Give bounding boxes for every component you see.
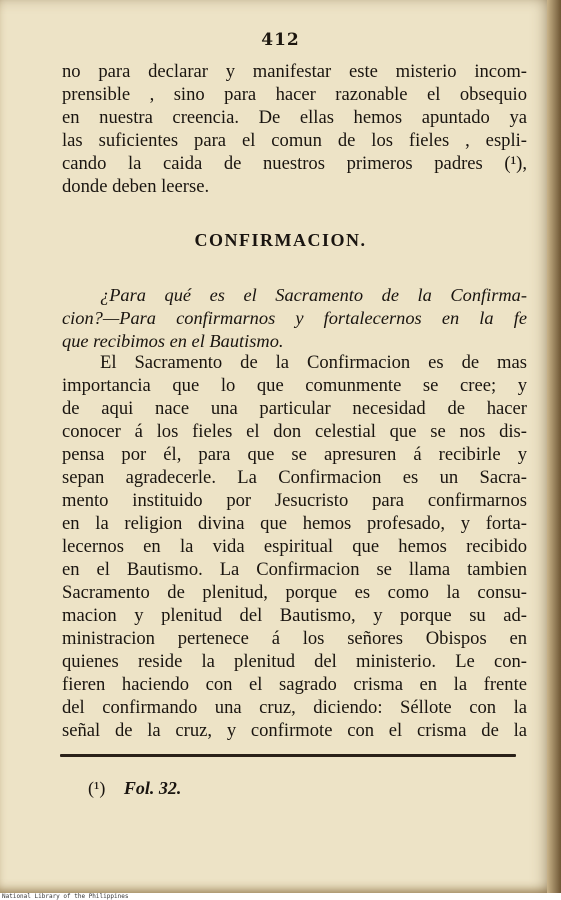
text-line: prensible , sino para hacer razonable el obsequio <box>62 84 527 105</box>
text-line: de aqui nace una particular necesidad de hacer <box>62 398 527 419</box>
text-line: macion y plenitud del Bautismo, y porque su ad- <box>62 605 527 626</box>
text-line: señal de la cruz, y confirmote con el crisma de la <box>62 720 527 741</box>
text-line: sepan agradecerle. La Confirmacion es un Sacra- <box>62 467 527 488</box>
question-paragraph <box>62 284 527 353</box>
section-heading: CONFIRMACION. <box>194 230 367 250</box>
text-line: en la religion divina que hemos profesado, y forta- <box>62 513 527 534</box>
text-line: fieren haciendo con el sagrado crisma en la frente <box>62 674 527 695</box>
text-line: conocer á los fieles el don celestial que se nos dis- <box>62 421 527 442</box>
text-line: cion?—Para confirmarnos y fortalecernos en la fe <box>62 308 527 328</box>
text-line: en el Bautismo. La Confirmacion se llama tambien <box>62 559 527 580</box>
text-line: importancia que lo que comunmente se cree; y <box>62 375 527 396</box>
intro-paragraph <box>62 60 527 198</box>
text-line: del confirmando una cruz, diciendo: Séllote con la <box>62 697 527 718</box>
footnote <box>88 778 181 799</box>
text-line: no para declarar y manifestar este misterio incom- <box>62 61 527 82</box>
footnote-reference: Fol. 32. <box>123 778 182 798</box>
footnote-mark: (¹) <box>88 778 106 798</box>
text-line: ¿Para qué es el Sacramento de la Confirma- <box>100 285 527 305</box>
text-line: donde deben leerse. <box>62 176 210 197</box>
text-line: lecernos en la vida espiritual que hemos recibido <box>62 536 527 557</box>
text-line: El Sacramento de la Confirmacion es de mas <box>100 352 527 373</box>
text-line: las suficientes para el comun de los fieles , espli- <box>62 130 527 151</box>
text-line: Sacramento de plenitud, porque es como la consu- <box>62 582 527 603</box>
page-spine-shadow <box>547 0 561 893</box>
text-line: en nuestra creencia. De ellas hemos apuntado ya <box>62 107 527 128</box>
library-credit: National Library of the Philippines <box>2 893 129 900</box>
page-number: 412 <box>261 30 300 50</box>
body-paragraph <box>62 351 527 742</box>
footnote-divider <box>60 754 516 757</box>
text-line: pensa por él, para que se apresuren á recibirle y <box>62 444 527 465</box>
text-line: que recibimos en el Bautismo. <box>62 331 284 351</box>
text-line: quienes reside la plenitud del ministerio. Le con- <box>62 651 527 672</box>
text-line: ministracion pertenece á los señores Obispos en <box>62 628 527 649</box>
text-line: mento instituido por Jesucristo para confirmarnos <box>62 490 527 511</box>
text-line: cando la caida de nuestros primeros padres (¹), <box>62 153 527 174</box>
